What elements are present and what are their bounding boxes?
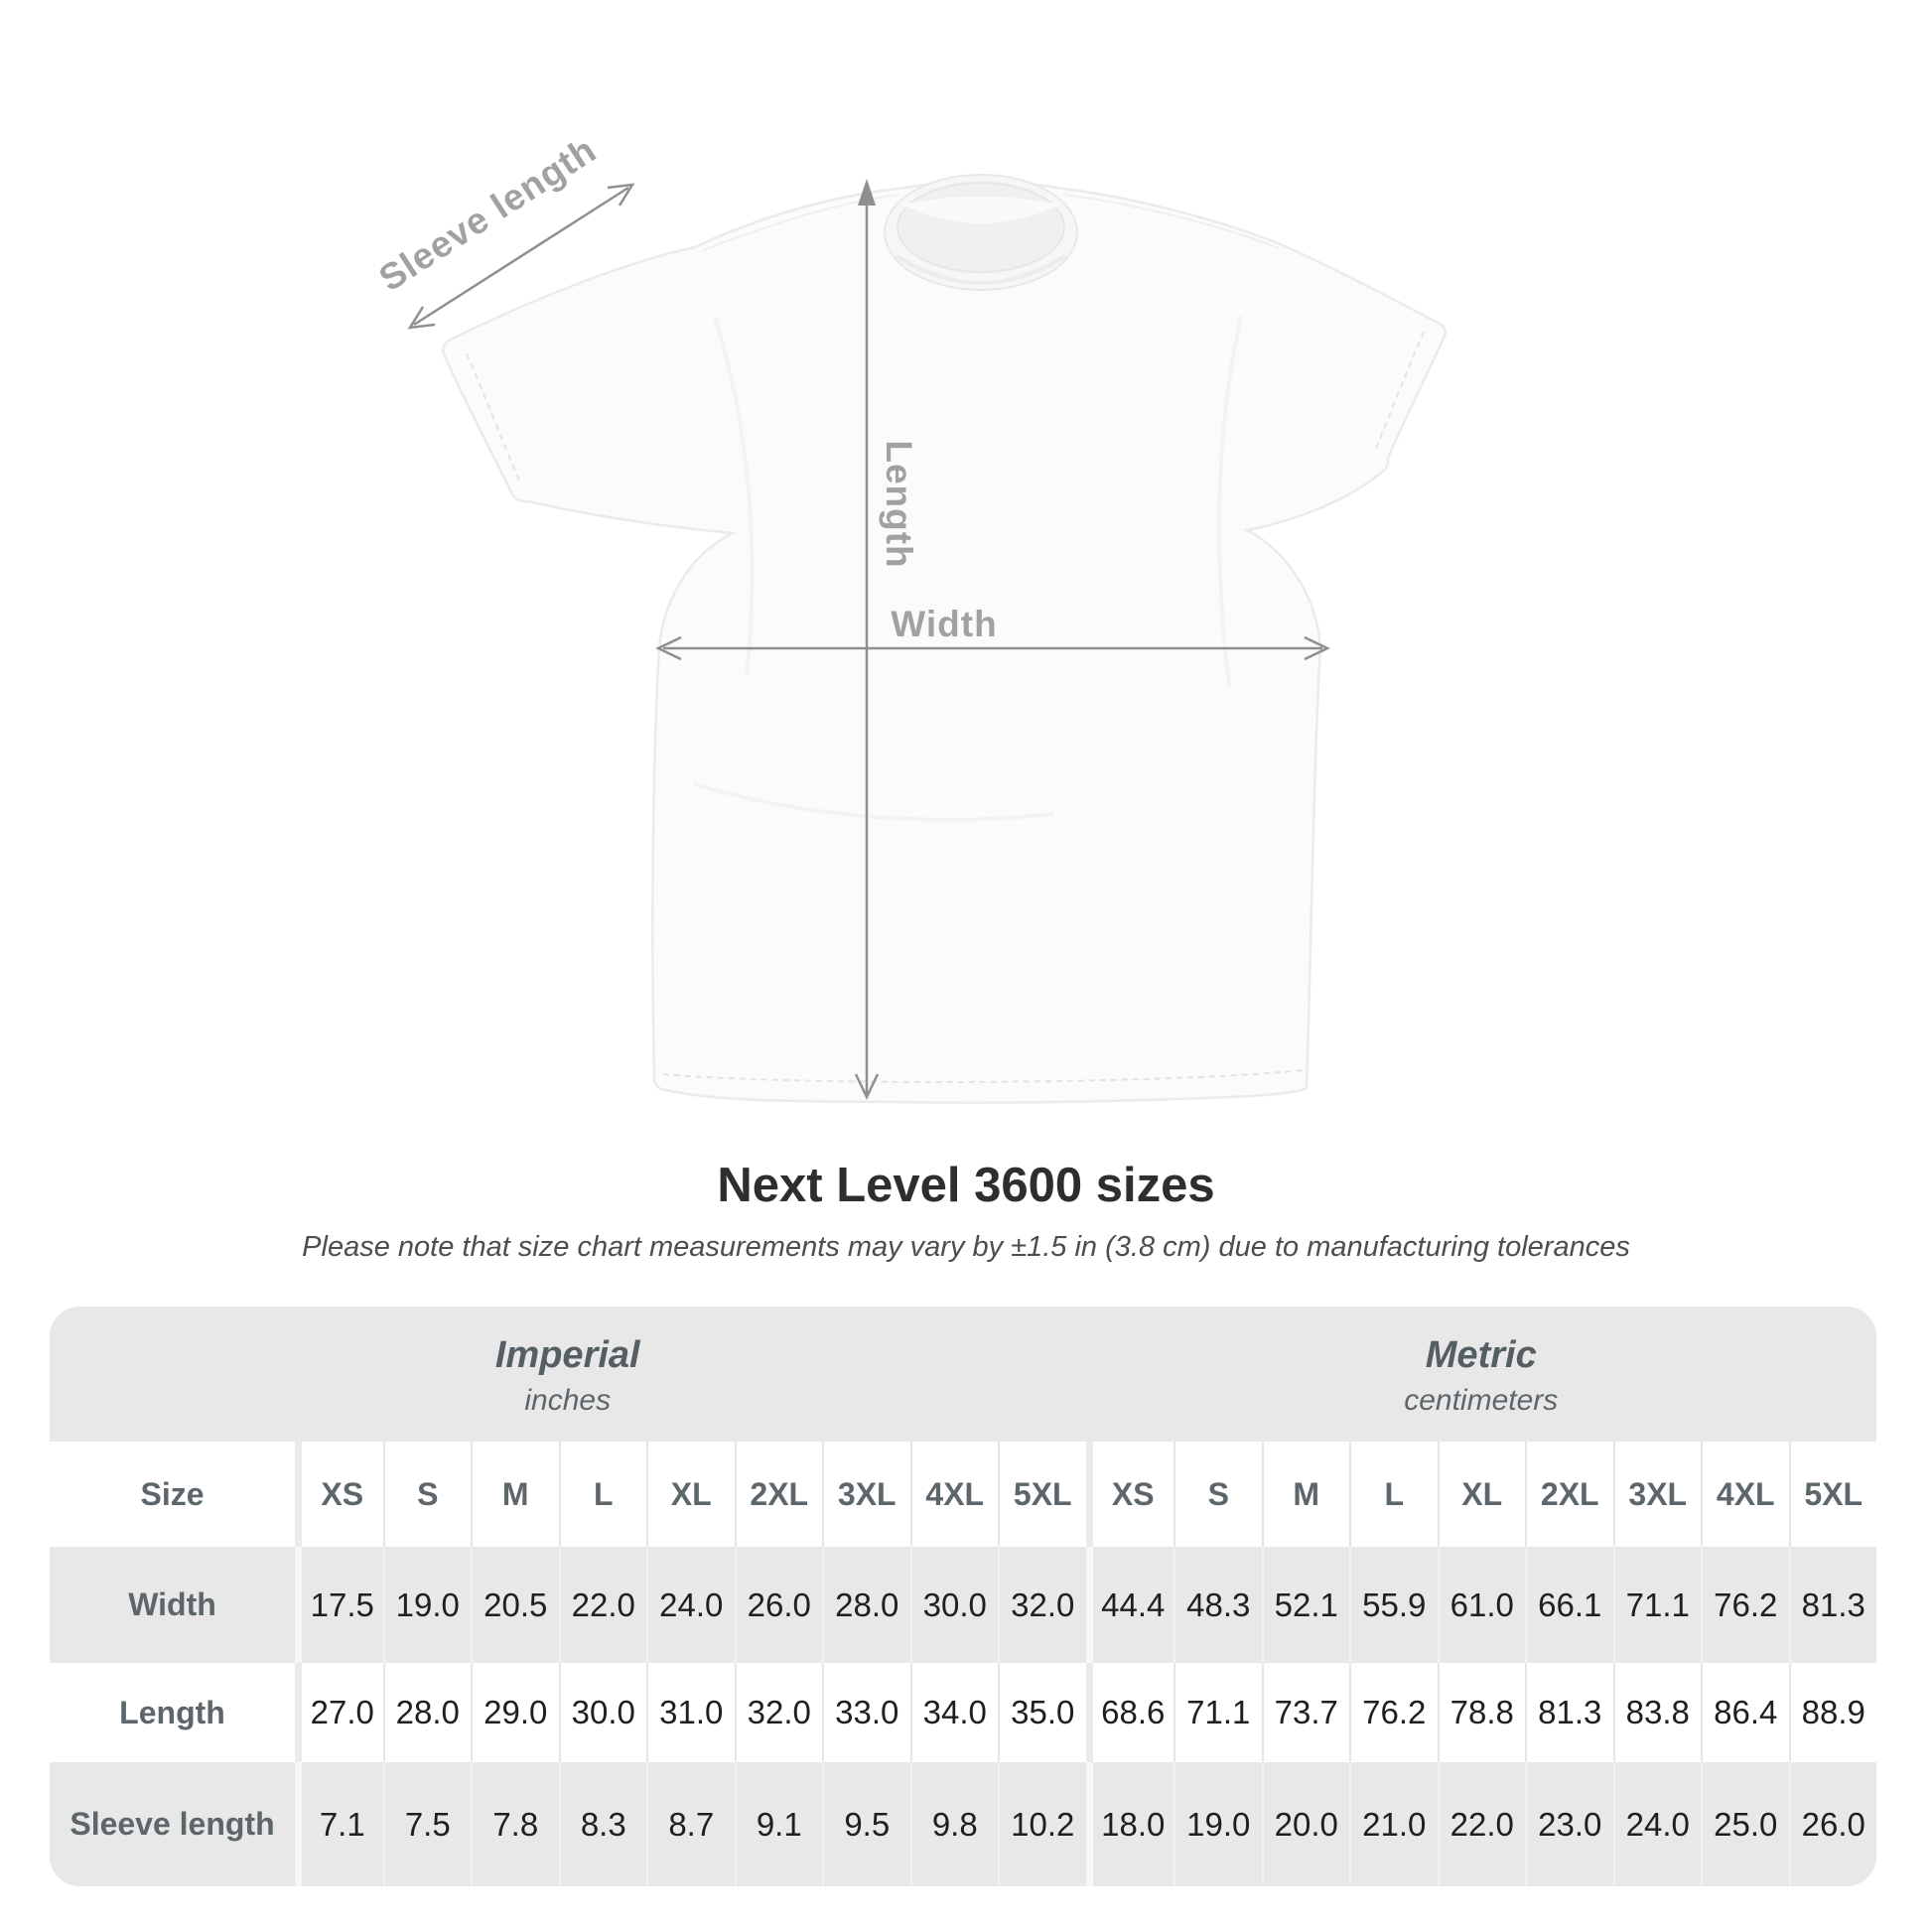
width-value-cell: 71.1 bbox=[1613, 1547, 1702, 1663]
length-value-cell: 30.0 bbox=[559, 1663, 647, 1762]
sleeve-value-cell: 18.0 bbox=[1086, 1762, 1174, 1886]
sleeve-value-cell: 26.0 bbox=[1789, 1762, 1877, 1886]
sleeve-length-label: Sleeve length bbox=[371, 128, 604, 300]
sleeve-row-label: Sleeve length bbox=[69, 1806, 275, 1842]
length-value-cell: 32.0 bbox=[735, 1663, 823, 1762]
sleeve-value-cell: 23.0 bbox=[1525, 1762, 1613, 1886]
size-header-cell: L bbox=[559, 1442, 647, 1547]
size-header-cell: XL bbox=[1438, 1442, 1526, 1547]
size-header-cell: M bbox=[471, 1442, 559, 1547]
size-header-cell: 3XL bbox=[1613, 1442, 1702, 1547]
imperial-unit-label: inches bbox=[524, 1384, 612, 1417]
width-value-cell: 28.0 bbox=[822, 1547, 910, 1663]
width-value-cell: 61.0 bbox=[1438, 1547, 1526, 1663]
sleeve-value-cell: 19.0 bbox=[1173, 1762, 1262, 1886]
sleeve-value-cell: 9.5 bbox=[822, 1762, 910, 1886]
length-value-cell: 86.4 bbox=[1701, 1663, 1789, 1762]
length-value-cell: 27.0 bbox=[295, 1663, 383, 1762]
length-value-cell: 88.9 bbox=[1789, 1663, 1877, 1762]
width-label: Width bbox=[891, 604, 998, 644]
width-value-cell: 44.4 bbox=[1086, 1547, 1174, 1663]
size-header-row bbox=[50, 1442, 1876, 1547]
page-title: Next Level 3600 sizes bbox=[717, 1159, 1215, 1212]
size-row-label: Size bbox=[140, 1475, 205, 1512]
width-value-cell: 55.9 bbox=[1349, 1547, 1438, 1663]
width-value-cell: 24.0 bbox=[646, 1547, 735, 1663]
length-row-label: Length bbox=[119, 1694, 225, 1730]
length-value-cell: 31.0 bbox=[646, 1663, 735, 1762]
width-value-cell: 76.2 bbox=[1701, 1547, 1789, 1663]
width-value-cell: 81.3 bbox=[1789, 1547, 1877, 1663]
metric-unit-label: centimeters bbox=[1404, 1384, 1559, 1417]
size-header-cell: 3XL bbox=[822, 1442, 910, 1547]
width-row bbox=[50, 1547, 1876, 1663]
size-header-cell: S bbox=[1173, 1442, 1262, 1547]
sleeve-value-cell: 9.1 bbox=[735, 1762, 823, 1886]
collar-neck-hole bbox=[897, 183, 1064, 272]
size-header-cell: 2XL bbox=[735, 1442, 823, 1547]
width-row-label: Width bbox=[128, 1587, 216, 1622]
size-table bbox=[50, 1307, 1876, 1886]
width-value-cell: 48.3 bbox=[1173, 1547, 1262, 1663]
sleeve-value-cell: 24.0 bbox=[1613, 1762, 1702, 1886]
length-row bbox=[50, 1663, 1876, 1762]
width-value-cell: 52.1 bbox=[1262, 1547, 1350, 1663]
size-header-cell: XS bbox=[1086, 1442, 1174, 1547]
length-value-cell: 28.0 bbox=[383, 1663, 472, 1762]
length-value-cell: 35.0 bbox=[998, 1663, 1086, 1762]
length-value-cell: 29.0 bbox=[471, 1663, 559, 1762]
sleeve-value-cell: 9.8 bbox=[910, 1762, 999, 1886]
width-value-cell: 30.0 bbox=[910, 1547, 999, 1663]
size-header-cell: S bbox=[383, 1442, 472, 1547]
sleeve-value-cell: 22.0 bbox=[1438, 1762, 1526, 1886]
size-header-cell: 4XL bbox=[1701, 1442, 1789, 1547]
length-value-cell: 81.3 bbox=[1525, 1663, 1613, 1762]
size-header-cell: M bbox=[1262, 1442, 1350, 1547]
size-header-cell: 5XL bbox=[998, 1442, 1086, 1547]
length-value-cell: 78.8 bbox=[1438, 1663, 1526, 1762]
length-value-cell: 73.7 bbox=[1262, 1663, 1350, 1762]
width-value-cell: 20.5 bbox=[471, 1547, 559, 1663]
length-value-cell: 68.6 bbox=[1086, 1663, 1174, 1762]
page-subtitle: Please note that size chart measurements may vary by ±1.5 in (3.8 cm) due to manufacturing tolerances bbox=[302, 1231, 1630, 1263]
length-value-cell: 83.8 bbox=[1613, 1663, 1702, 1762]
imperial-label: Imperial bbox=[494, 1334, 640, 1376]
metric-section-header bbox=[1086, 1307, 1877, 1442]
width-value-cell: 32.0 bbox=[998, 1547, 1086, 1663]
length-value-cell: 76.2 bbox=[1349, 1663, 1438, 1762]
sleeve-value-cell: 7.8 bbox=[471, 1762, 559, 1886]
width-value-cell: 17.5 bbox=[295, 1547, 383, 1663]
table-header-band bbox=[50, 1307, 1876, 1442]
length-value-cell: 34.0 bbox=[910, 1663, 999, 1762]
width-value-cell: 66.1 bbox=[1525, 1547, 1613, 1663]
sleeve-value-cell: 10.2 bbox=[998, 1762, 1086, 1886]
size-header-cell: L bbox=[1349, 1442, 1438, 1547]
width-value-cell: 19.0 bbox=[383, 1547, 472, 1663]
sleeve-value-cell: 21.0 bbox=[1349, 1762, 1438, 1886]
sleeve-value-cell: 20.0 bbox=[1262, 1762, 1350, 1886]
length-label: Length bbox=[879, 440, 919, 569]
metric-label: Metric bbox=[1425, 1334, 1537, 1376]
sleeve-length-row bbox=[50, 1762, 1876, 1886]
size-header-cell: XS bbox=[295, 1442, 383, 1547]
sleeve-value-cell: 8.7 bbox=[646, 1762, 735, 1886]
sleeve-value-cell: 25.0 bbox=[1701, 1762, 1789, 1886]
sleeve-value-cell: 8.3 bbox=[559, 1762, 647, 1886]
sleeve-value-cell: 7.5 bbox=[383, 1762, 472, 1886]
width-value-cell: 26.0 bbox=[735, 1547, 823, 1663]
size-header-cell: XL bbox=[646, 1442, 735, 1547]
width-value-cell: 22.0 bbox=[559, 1547, 647, 1663]
imperial-section-header bbox=[50, 1307, 1086, 1442]
length-value-cell: 33.0 bbox=[822, 1663, 910, 1762]
size-header-cell: 4XL bbox=[910, 1442, 999, 1547]
length-value-cell: 71.1 bbox=[1173, 1663, 1262, 1762]
size-header-cell: 5XL bbox=[1789, 1442, 1877, 1547]
sleeve-value-cell: 7.1 bbox=[295, 1762, 383, 1886]
size-header-cell: 2XL bbox=[1525, 1442, 1613, 1547]
